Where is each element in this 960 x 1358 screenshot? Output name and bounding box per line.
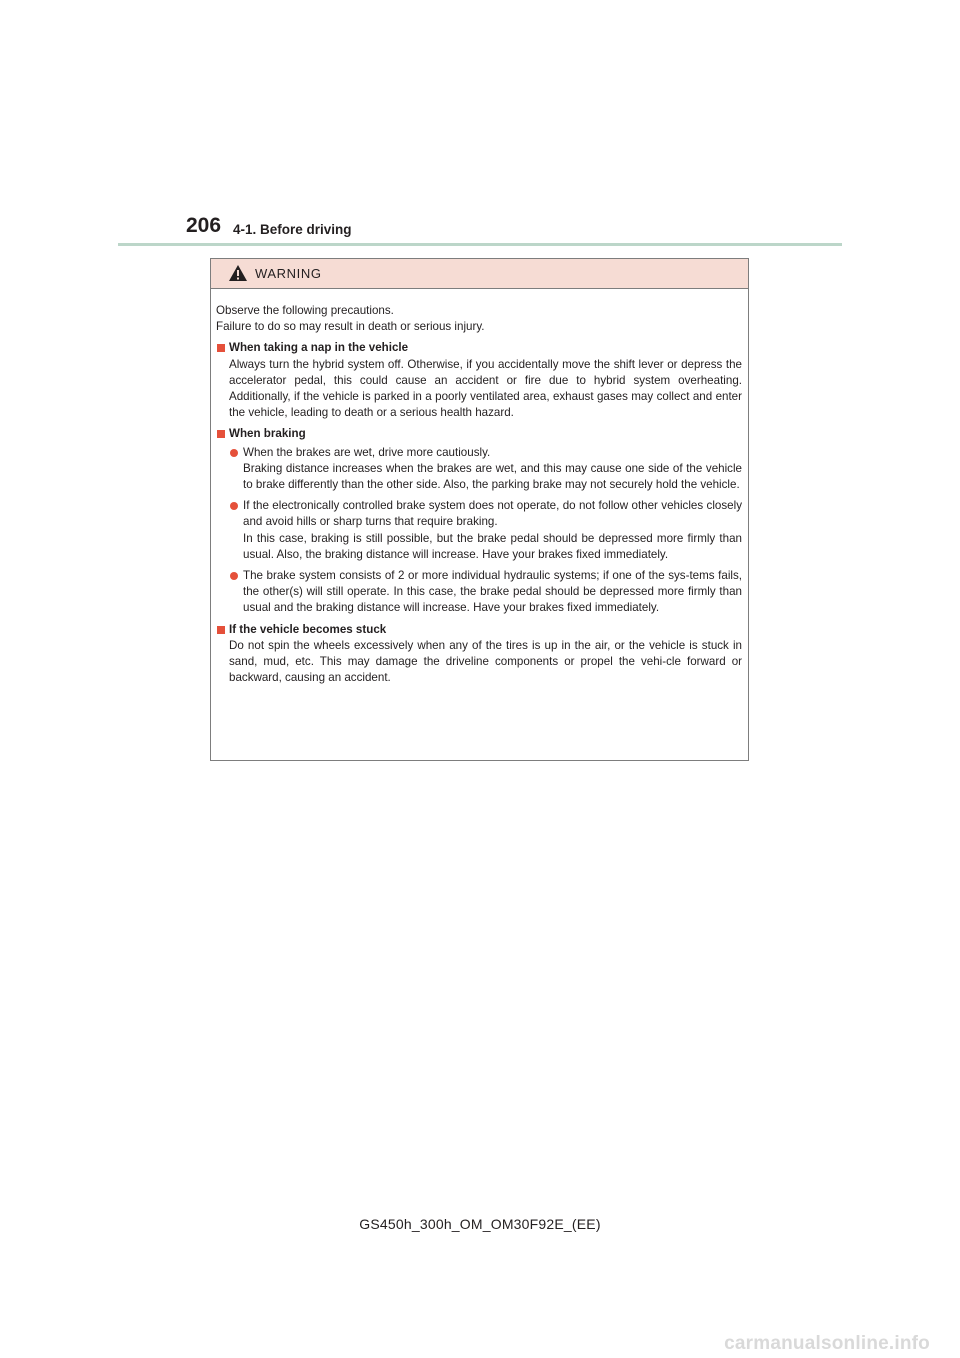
bullet-item: [216, 568, 742, 617]
section-heading-text: If the vehicle becomes stuck: [229, 622, 387, 636]
warning-box: [210, 258, 749, 761]
warning-triangle-icon: [228, 264, 248, 282]
page-header: [0, 0, 960, 250]
section-heading-text: When taking a nap in the vehicle: [229, 341, 409, 355]
section-heading-text: When braking: [229, 427, 306, 441]
page-number: 206: [186, 214, 222, 237]
circle-bullet-icon: [230, 572, 238, 580]
section-title: 4-1. Before driving: [233, 222, 352, 237]
bullet-line: When the brakes are wet, drive more cautiously.: [243, 445, 491, 459]
warning-header: [211, 259, 748, 289]
circle-bullet-icon: [230, 449, 238, 457]
watermark: carmanualsonline.info: [724, 1333, 930, 1354]
section-paragraph: Do not spin the wheels excessively when any of the tires is up in the air, or the vehicle is stuck in sand, mud, etc. This may damage the driveline components or propel the vehi-cle forward or backward, causing an accident.: [229, 638, 742, 685]
bullet-line: Braking distance increases when the brakes are wet, and this may cause one side of the vehicle to brake differently than the other side. Also, the parking brake may not securely hold the vehicle.: [243, 461, 742, 492]
circle-bullet-icon: [230, 502, 238, 510]
bullet-item: [216, 498, 742, 563]
bullet-list: [216, 445, 742, 617]
section-heading: [216, 340, 742, 356]
intro-line: Failure to do so may result in death or serious injury.: [216, 320, 485, 334]
warning-title: WARNING: [255, 266, 322, 281]
square-bullet-icon: [217, 626, 225, 634]
section-paragraph: Always turn the hybrid system off. Otherwise, if you accidentally move the shift lever or depress the accelerator pedal, this could cause an accident or fire due to hybrid system overheating. Additionally, if the vehicle is parked in a poorly ventilated area, exhaust gases may collect and enter the vehicle, leading to death or a serious health hazard.: [229, 357, 742, 420]
warning-body: [211, 289, 748, 686]
section-heading: [216, 426, 742, 442]
bullet-line: If the electronically controlled brake system does not operate, do not follow other vehicles closely and avoid hills or sharp turns that require braking.: [243, 499, 742, 529]
square-bullet-icon: [217, 430, 225, 438]
header-divider: [118, 243, 842, 246]
square-bullet-icon: [217, 344, 225, 352]
section-heading: [216, 622, 742, 638]
bullet-line: In this case, braking is still possible, but the brake pedal should be depressed more firmly than usual. Also, the braking distance will increase. Have your brakes fixed immediately.: [243, 531, 742, 561]
document-code: GS450h_300h_OM_OM30F92E_(EE): [359, 1216, 601, 1232]
bullet-line: The brake system consists of 2 or more individual hydraulic systems; if one of the sys-tems fails, the other(s) will still operate. In this case, the brake pedal should be depressed more firmly than usual and the braking distance will increase. Have your brakes fixed immediately.: [243, 569, 742, 615]
bullet-item: [216, 445, 742, 494]
intro-line: Observe the following precautions.: [216, 304, 394, 317]
